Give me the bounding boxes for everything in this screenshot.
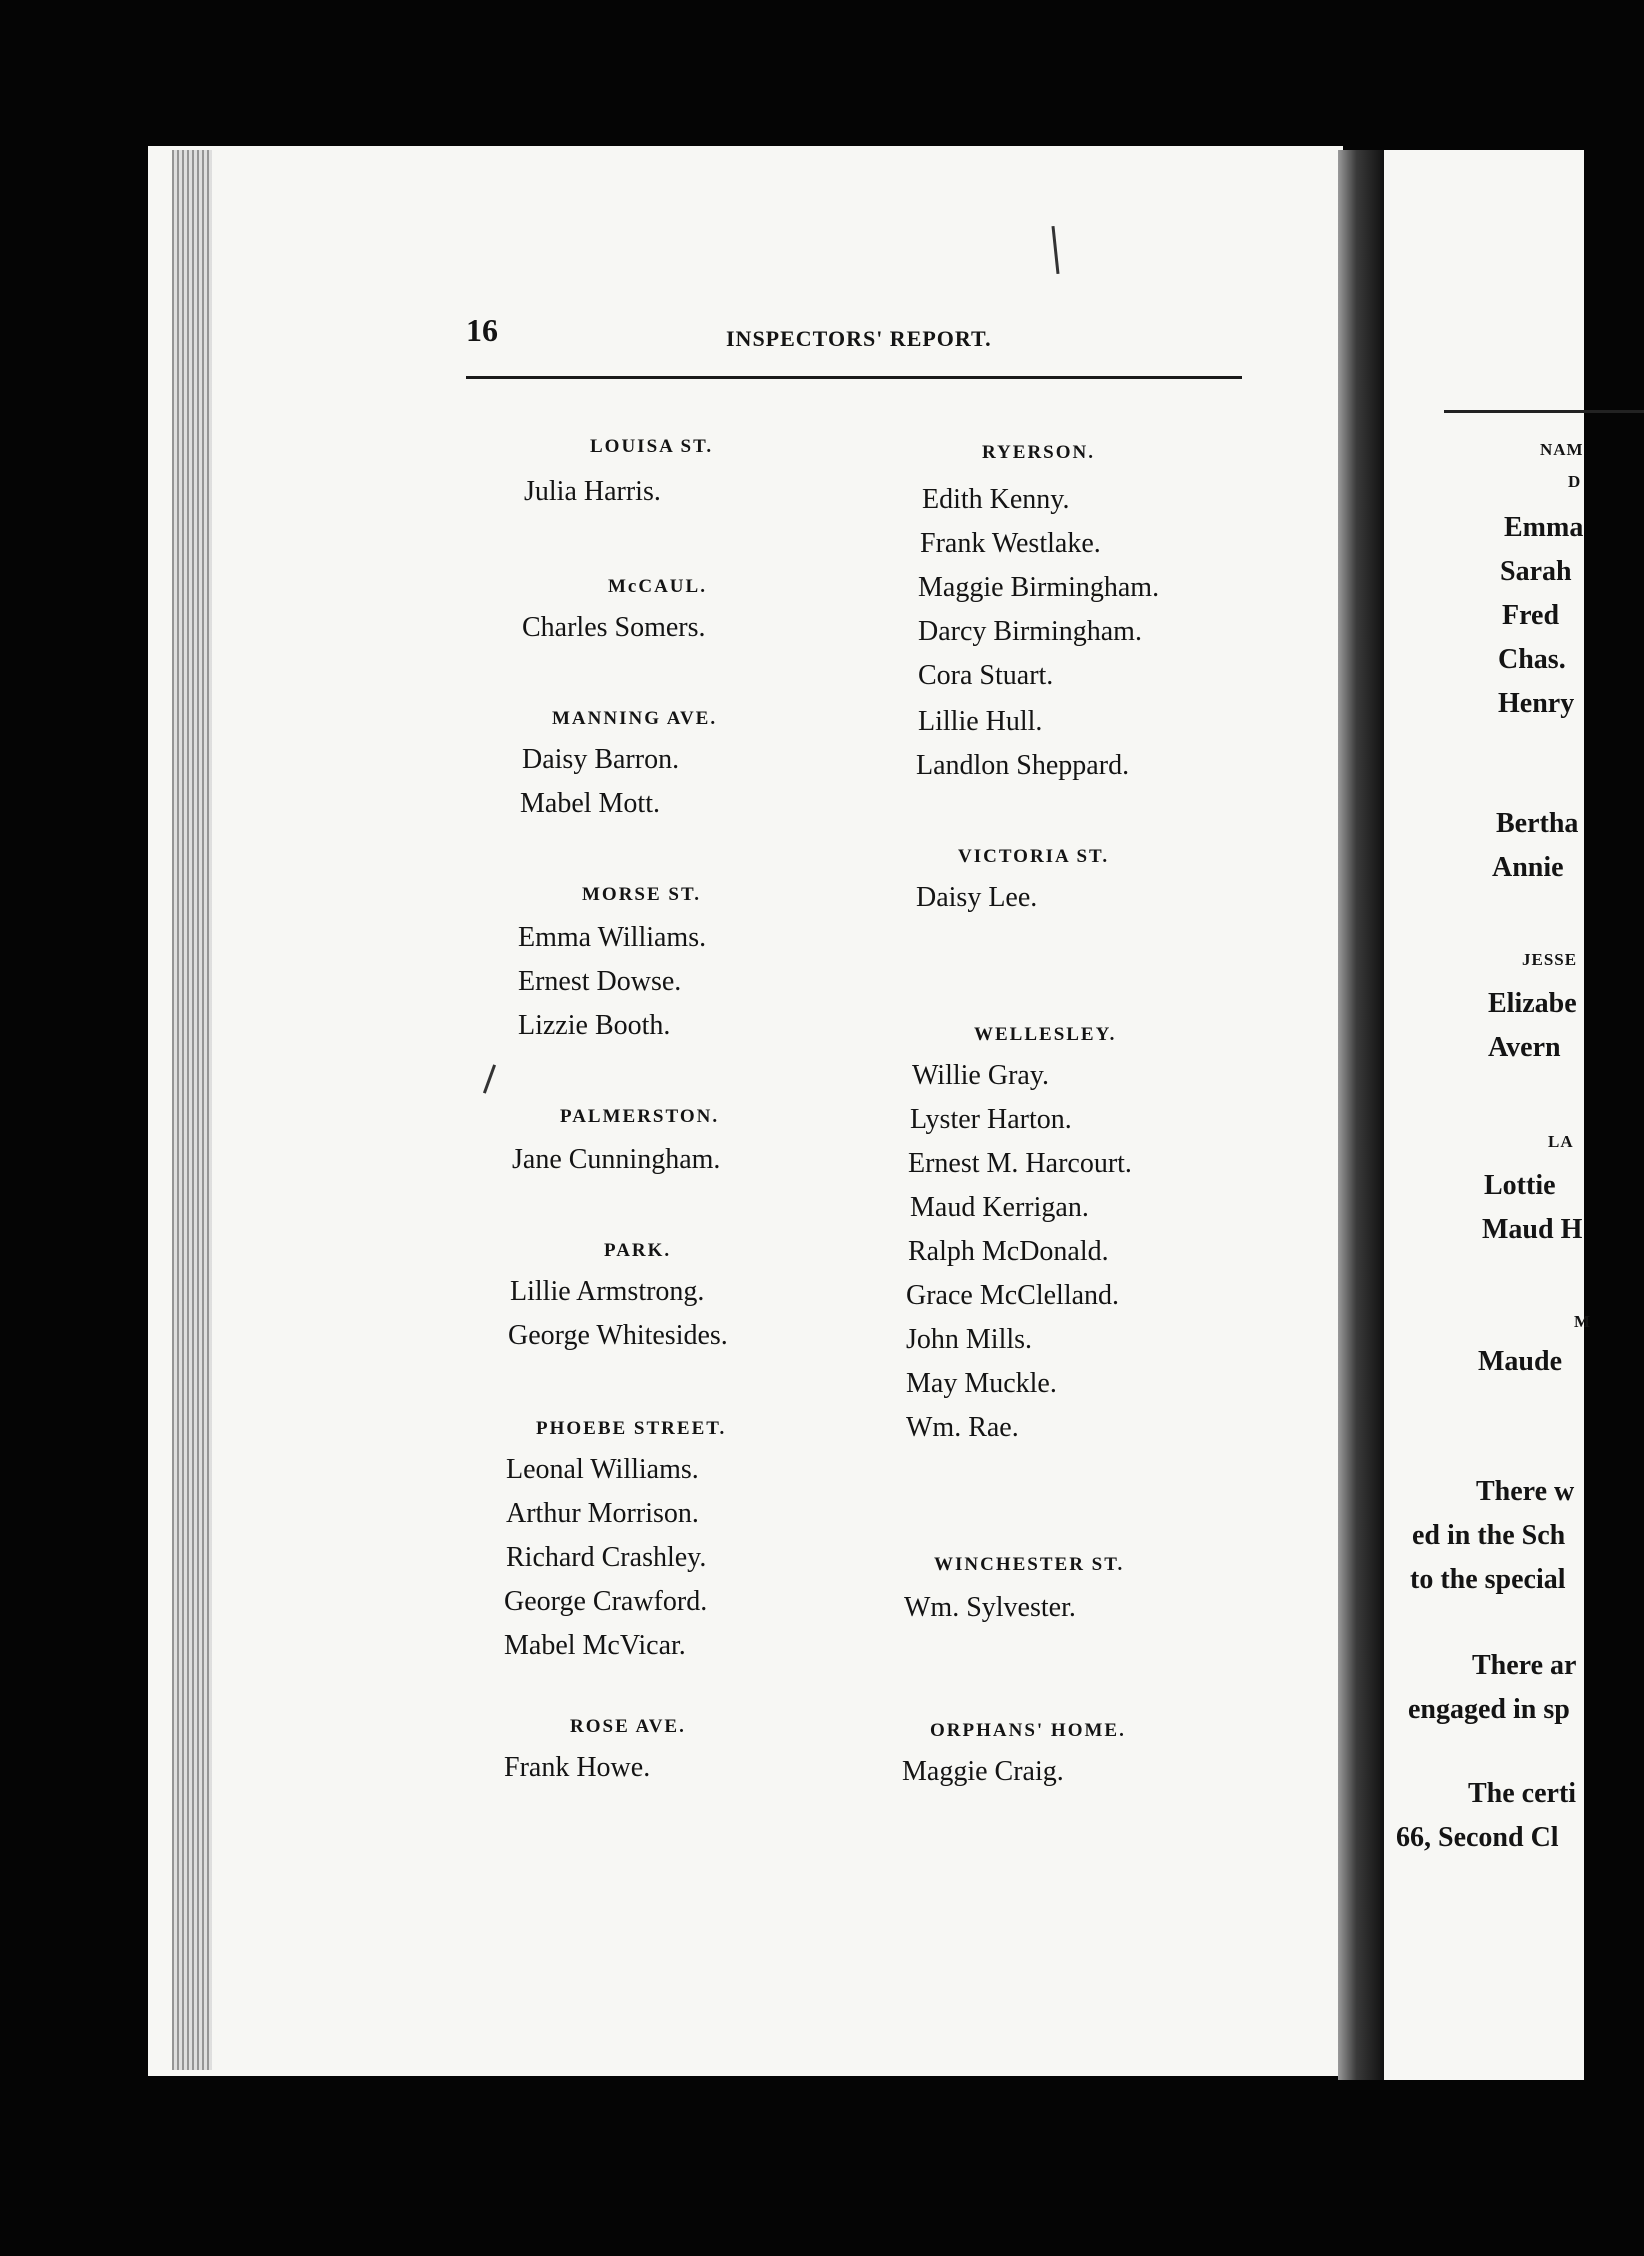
street-heading: RYERSON. — [982, 442, 1095, 463]
right-name: Chas. — [1498, 644, 1566, 675]
right-text-line: to the special — [1410, 1564, 1566, 1595]
pupil-name: Willie Gray. — [912, 1060, 1050, 1091]
right-name: Emma — [1504, 512, 1584, 543]
right-name: Henry — [1498, 688, 1575, 719]
right-heading-d: D — [1568, 472, 1582, 491]
right-text-line: 66, Second Cl — [1396, 1822, 1559, 1853]
pupil-name: Grace McClelland. — [906, 1280, 1120, 1311]
street-heading: LOUISA ST. — [590, 436, 714, 457]
right-name: Elizabe — [1488, 988, 1577, 1019]
pupil-name: Wm. Sylvester. — [904, 1592, 1076, 1623]
right-heading-jesse: JESSE — [1522, 950, 1578, 969]
pupil-name: Julia Harris. — [524, 476, 661, 507]
pupil-name: Richard Crashley. — [506, 1542, 707, 1573]
pupil-name: Maud Kerrigan. — [910, 1192, 1089, 1223]
pupil-name: Ernest M. Harcourt. — [908, 1148, 1132, 1179]
street-heading: PALMERSTON. — [560, 1106, 720, 1127]
pupil-name: Jane Cunningham. — [512, 1144, 721, 1175]
header-rule — [466, 376, 1242, 379]
right-name: Avern — [1488, 1032, 1561, 1063]
pupil-name: Lillie Hull. — [918, 706, 1043, 737]
right-name: Maude — [1478, 1346, 1562, 1377]
right-text-line: engaged in sp — [1408, 1694, 1570, 1725]
right-name: Bertha — [1496, 808, 1579, 839]
street-heading: WELLESLEY. — [974, 1024, 1117, 1045]
street-heading: WINCHESTER ST. — [934, 1554, 1125, 1575]
right-name: Annie — [1492, 852, 1564, 883]
pupil-name: George Crawford. — [504, 1586, 708, 1617]
right-heading-nam: NAM — [1540, 440, 1584, 459]
street-heading: ROSE AVE. — [570, 1716, 686, 1737]
pupil-name: George Whitesides. — [508, 1320, 728, 1351]
pupil-name: Daisy Lee. — [916, 882, 1038, 913]
right-heading-la: LA — [1548, 1132, 1574, 1151]
pupil-name: Ernest Dowse. — [518, 966, 682, 997]
page-number: 16 — [466, 312, 498, 348]
pupil-name: Lizzie Booth. — [518, 1010, 671, 1041]
pupil-name: Frank Westlake. — [920, 528, 1101, 559]
pupil-name: Landlon Sheppard. — [916, 750, 1130, 781]
pupil-name: Cora Stuart. — [918, 660, 1054, 691]
right-text-line: ed in the Sch — [1412, 1520, 1566, 1551]
left-page — [148, 146, 1343, 2076]
street-heading: PARK. — [604, 1240, 672, 1261]
pupil-name: Emma Williams. — [518, 922, 707, 953]
book-gutter — [1338, 150, 1384, 2080]
right-heading-m: M — [1574, 1312, 1592, 1331]
pupil-name: May Muckle. — [906, 1368, 1057, 1399]
pupil-name: Wm. Rae. — [906, 1412, 1019, 1443]
right-text-line: There ar — [1472, 1650, 1577, 1681]
pupil-name: Mabel Mott. — [520, 788, 660, 819]
right-text-line: The certi — [1468, 1778, 1577, 1809]
right-name: Maud H — [1482, 1214, 1583, 1245]
right-name: Fred — [1502, 600, 1560, 631]
right-page-rule — [1444, 410, 1644, 413]
pupil-name: John Mills. — [906, 1324, 1033, 1355]
pupil-name: Leonal Williams. — [506, 1454, 699, 1485]
street-heading: MORSE ST. — [582, 884, 702, 905]
right-name: Sarah — [1500, 556, 1572, 587]
pupil-name: Mabel McVicar. — [504, 1630, 686, 1661]
pupil-name: Darcy Birmingham. — [918, 616, 1142, 647]
pupil-name: Lyster Harton. — [910, 1104, 1072, 1135]
pupil-name: Maggie Craig. — [902, 1756, 1064, 1787]
pupil-name: Charles Somers. — [522, 612, 706, 643]
pupil-name: Ralph McDonald. — [908, 1236, 1109, 1267]
right-page — [1384, 150, 1592, 2080]
right-text-line: There w — [1476, 1476, 1575, 1507]
page-edge-stack — [172, 150, 212, 2070]
pupil-name: Daisy Barron. — [522, 744, 680, 775]
street-heading: ORPHANS' HOME. — [930, 1720, 1126, 1741]
street-heading: PHOEBE STREET. — [536, 1418, 727, 1439]
pupil-name: Frank Howe. — [504, 1752, 651, 1783]
pupil-name: Maggie Birmingham. — [918, 572, 1160, 603]
street-heading: VICTORIA ST. — [958, 846, 1110, 867]
pupil-name: Lillie Armstrong. — [510, 1276, 705, 1307]
pupil-name: Arthur Morrison. — [506, 1498, 699, 1529]
pupil-name: Edith Kenny. — [922, 484, 1070, 515]
street-heading: MANNING AVE. — [552, 708, 718, 729]
right-name: Lottie — [1484, 1170, 1556, 1201]
street-heading: McCAUL. — [608, 576, 707, 597]
running-head: INSPECTORS' REPORT. — [726, 326, 992, 351]
